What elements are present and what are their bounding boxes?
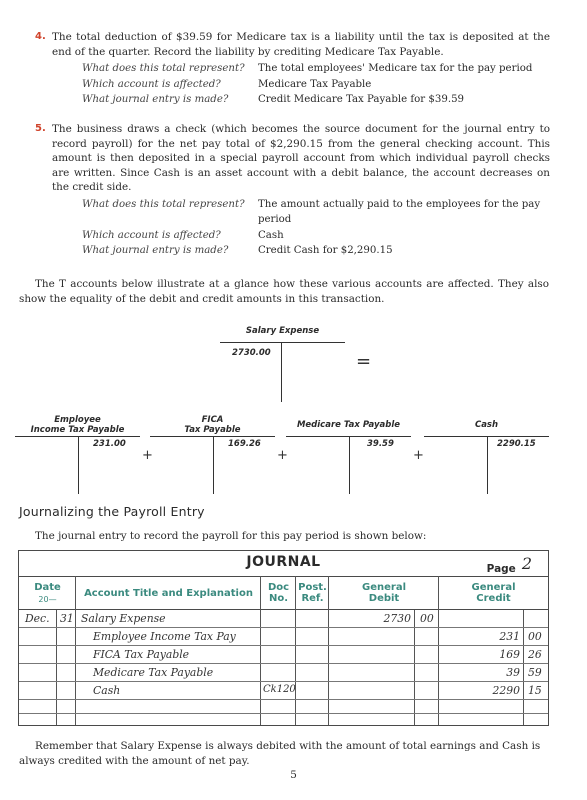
row-rule xyxy=(19,699,548,700)
entry-day: 31 xyxy=(60,612,74,625)
qa-row xyxy=(82,77,550,92)
qa-answer: Medicare Tax Payable xyxy=(258,78,372,90)
step-text: The total deduction of $39.59 for Medicare tax is a liability until the tax is deposited at the end of the quarter. Record the liability by crediting Medicare Tax Payable. xyxy=(52,31,550,58)
entry-credit-cents: 26 xyxy=(528,648,542,661)
entry-account: Employee Income Tax Pay xyxy=(93,630,236,643)
entry-month: Dec. xyxy=(25,612,50,625)
t-account-credit: 39.59 xyxy=(367,439,394,449)
t-account-divider xyxy=(487,436,488,494)
row-rule xyxy=(19,681,548,682)
plus-sign: + xyxy=(413,448,424,463)
header-credit-line: General xyxy=(471,582,516,593)
step-text: The business draws a check (which becomes the source document for the journal entry to record payroll) for the net pay total of $2,290.15 from the general checking account. This amount is then deposited in a special payroll account from which individual payroll checks are written. Since Cash is an asset account with a debit balance, the account decreases on the credit side. xyxy=(52,123,550,194)
entry-account: FICA Tax Payable xyxy=(93,648,190,661)
journal-form xyxy=(18,550,549,726)
header-date-label: Date xyxy=(34,581,61,593)
t-account-divider xyxy=(213,436,214,494)
qa-answer: Credit Cash for $2,290.15 xyxy=(258,245,393,257)
qa-row xyxy=(82,61,550,76)
t-account-credit: 2290.15 xyxy=(497,439,536,449)
entry-credit-dollars: 169 xyxy=(499,648,520,661)
journal-title: JOURNAL xyxy=(246,554,321,570)
t-account-credit: 231.00 xyxy=(93,439,126,449)
entry-account: Cash xyxy=(93,684,121,697)
row-rule xyxy=(19,645,548,646)
t-account-title: Cash xyxy=(474,420,499,430)
qa-question: What journal entry is made? xyxy=(82,245,229,257)
journal-intro: The journal entry to record the payroll for this pay period is shown below: xyxy=(35,530,427,542)
journal-header-row xyxy=(19,576,548,610)
qa-block xyxy=(82,197,550,259)
column-rule xyxy=(75,576,76,725)
header-post-line: Post. xyxy=(298,582,327,593)
column-rule xyxy=(260,576,261,725)
journal-page xyxy=(486,554,532,576)
section-heading: Journalizing the Payroll Entry xyxy=(19,504,205,519)
step-4 xyxy=(35,30,550,107)
header-doc-line: No. xyxy=(268,593,289,604)
entry-account: Salary Expense xyxy=(81,612,166,625)
t-account-title: Medicare Tax Payable xyxy=(296,420,401,430)
qa-answer: The total employees' Medicare tax for the pay period xyxy=(258,63,533,75)
row-rule xyxy=(19,663,548,664)
entry-credit-dollars: 2290 xyxy=(492,684,520,697)
t-account-divider xyxy=(349,436,350,494)
journal-title-bar xyxy=(19,551,548,576)
entry-credit-cents: 15 xyxy=(528,684,542,697)
header-general-debit xyxy=(329,577,439,609)
t-account-title-line: Income Tax Payable xyxy=(30,425,125,435)
qa-row xyxy=(82,197,550,228)
qa-question: What journal entry is made? xyxy=(82,94,229,105)
journal-page-label: Page xyxy=(486,563,516,575)
header-credit-line: Credit xyxy=(476,593,511,604)
equals-sign: = xyxy=(356,351,372,372)
row-rule xyxy=(19,627,548,628)
step-5 xyxy=(35,122,550,259)
row-rule xyxy=(19,713,548,714)
t-account-top-line xyxy=(220,342,345,343)
qa-question: What does this total represent? xyxy=(82,198,245,210)
t-account-divider xyxy=(78,436,79,494)
entry-debit-cents: 00 xyxy=(420,612,434,625)
step-number: 5. xyxy=(35,123,46,134)
t-account-title-line: Employee xyxy=(54,415,101,425)
qa-row xyxy=(82,243,550,258)
qa-answer: Credit Medicare Tax Payable for $39.59 xyxy=(258,94,465,105)
entry-credit-dollars: 231 xyxy=(499,630,520,643)
qa-question: Which account is affected? xyxy=(82,78,221,90)
qa-row xyxy=(82,92,550,107)
plus-sign: + xyxy=(277,448,288,463)
t-account-title-line: FICA xyxy=(201,415,224,425)
t-account-divider xyxy=(281,342,282,402)
qa-question: What does this total represent? xyxy=(82,63,245,75)
page-number: 5 xyxy=(290,769,297,781)
t-account-title: Salary Expense xyxy=(245,326,320,336)
column-rule xyxy=(328,576,329,725)
header-debit-line: General xyxy=(362,582,406,593)
qa-answer: The amount actually paid to the employees for the pay period xyxy=(258,198,541,226)
header-year: 20— xyxy=(38,594,57,604)
column-rule xyxy=(438,576,439,725)
t-account-title xyxy=(15,415,140,435)
column-rule xyxy=(295,576,296,725)
entry-account: Medicare Tax Payable xyxy=(93,666,214,679)
qa-row xyxy=(82,228,550,243)
plus-sign: + xyxy=(142,448,153,463)
entry-debit-dollars: 2730 xyxy=(383,612,411,625)
qa-answer: Cash xyxy=(258,229,284,241)
header-post-ref xyxy=(296,577,329,609)
entry-credit-dollars: 39 xyxy=(506,666,520,679)
t-account-debit: 2730.00 xyxy=(232,348,271,358)
step-number: 4. xyxy=(35,31,46,42)
t-account-credit: 169.26 xyxy=(228,439,261,449)
header-doc xyxy=(261,577,296,609)
journal-page-number: 2 xyxy=(521,554,532,573)
entry-credit-cents: 59 xyxy=(528,666,542,679)
header-post-line: Ref. xyxy=(301,593,324,604)
qa-question: Which account is affected? xyxy=(82,229,221,241)
qa-block xyxy=(82,61,550,107)
entry-credit-cents: 00 xyxy=(528,630,542,643)
header-date xyxy=(19,577,76,609)
header-general-credit xyxy=(439,577,548,609)
t-accounts-intro: The T accounts below illustrate at a glance how these various accounts are affected. They also show the equality of the debit and credit amounts in this transaction. xyxy=(19,278,549,305)
closing-paragraph: Remember that Salary Expense is always debited with the amount of total earnings and Cash is always credited with the amount of net pay. xyxy=(19,740,541,767)
t-account-title-line: Tax Payable xyxy=(184,425,241,435)
t-account-title xyxy=(150,415,275,435)
entry-doc: Ck120 xyxy=(263,684,296,695)
header-debit-line: Debit xyxy=(368,593,400,604)
header-account: Account Title and Explanation xyxy=(84,587,253,599)
header-doc-line: Doc xyxy=(267,582,290,593)
